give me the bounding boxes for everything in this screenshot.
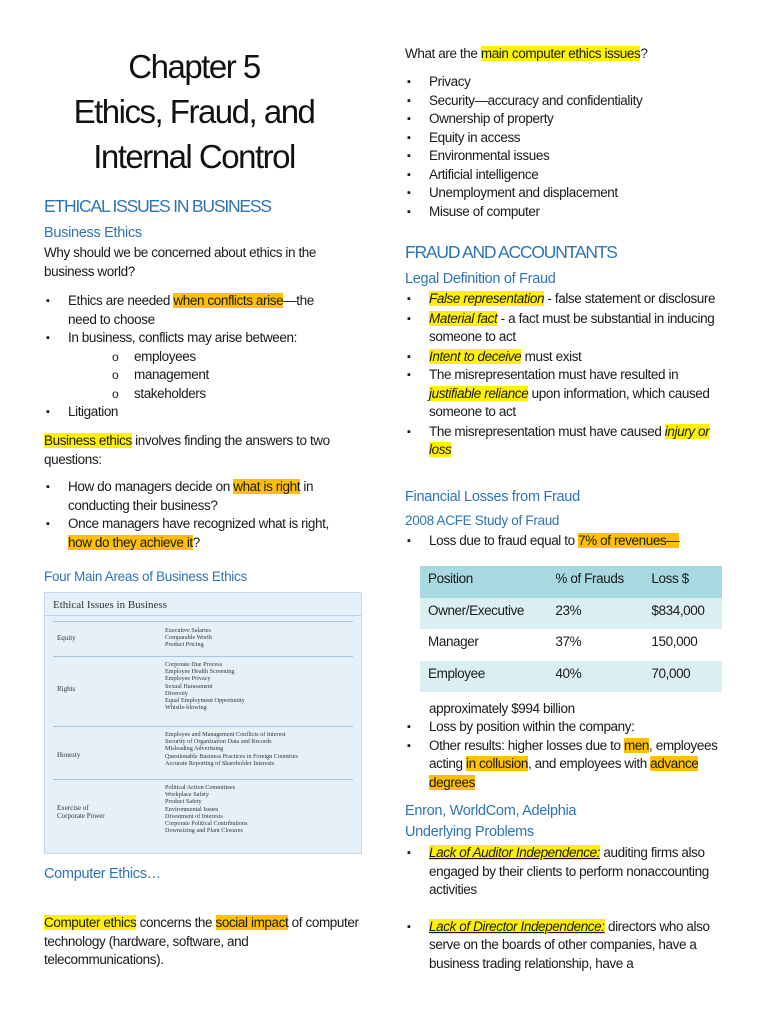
legal-definition-list: [405, 290, 725, 460]
highlight: men: [623, 737, 650, 753]
table-header-cell: % of Frauds: [547, 566, 643, 598]
subheading-enron: Enron, WorldCom, Adelphia: [405, 803, 577, 819]
list-item: ▪ Artificial intelligence: [405, 166, 735, 185]
list-item: ▪ How do managers decide on what is right in conducting their business?: [44, 478, 344, 515]
highlight: justifiable reliance: [429, 385, 529, 401]
table-header-row: [420, 566, 722, 598]
figure-row-items: Executive Salaries Comparable Worth Product Pricing: [165, 627, 212, 649]
highlight: Computer ethics: [44, 915, 137, 930]
table-cell: 150,000: [643, 629, 722, 661]
highlight: Lack of Director Independence:: [429, 918, 605, 934]
list-item: ▪ False representation - false statement or disclosure: [405, 290, 725, 309]
figure-row-equity: [53, 621, 353, 649]
loss-continuation: approximately $994 billion: [429, 701, 575, 716]
title-line-1: Chapter 5: [128, 48, 260, 85]
section-heading-ethical-issues: ETHICAL ISSUES IN BUSINESS: [44, 196, 271, 216]
list-item: ▪ Material fact - a fact must be substantial in inducing someone to act: [405, 310, 725, 347]
figure-row-category: Rights: [57, 685, 76, 693]
list-item: ▪ Equity in access: [405, 129, 735, 148]
subheading-underlying-problems: Underlying Problems: [405, 824, 534, 840]
computer-ethics-issues-list: [405, 73, 735, 221]
table-cell: 40%: [547, 661, 643, 693]
table-cell: Employee: [420, 661, 547, 693]
figure-header: Ethical Issues in Business: [45, 593, 361, 616]
figure-row-honesty: [53, 726, 353, 767]
list-item: ▪ Once managers have recognized what is right, how do they achieve it?: [44, 515, 344, 552]
question-line-1: Why should we be concerned about ethics in the: [44, 245, 317, 260]
sub-list-item: o stakeholders: [68, 385, 344, 404]
figure-row-category: Equity: [57, 634, 76, 642]
question-line-2: business world?: [44, 263, 135, 279]
table-row: [420, 598, 722, 630]
table-cell: Owner/Executive: [420, 598, 547, 630]
fraud-position-table: [420, 566, 722, 692]
sub-list-item: o employees: [68, 348, 344, 367]
questions-bullet-list: [44, 478, 344, 552]
list-item: ▪ The misrepresentation must have caused injury or loss: [405, 423, 725, 460]
list-item: ▪ In business, conflicts may arise between: o employees o management o stakeholders: [44, 329, 344, 403]
subheading-four-areas: Four Main Areas of Business Ethics: [44, 569, 247, 584]
table-cell: Manager: [420, 629, 547, 661]
highlight: Business ethics: [44, 433, 132, 448]
list-item: ▪ Loss by position within the company:: [405, 718, 735, 737]
subheading-financial-losses: Financial Losses from Fraud: [405, 489, 580, 505]
table-header-cell: Position: [420, 566, 547, 598]
figure-row-category: Exercise of Corporate Power: [57, 804, 105, 820]
list-item: ▪ Environmental issues: [405, 147, 735, 166]
title-line-3: Internal Control: [93, 138, 295, 175]
table-cell: 37%: [547, 629, 643, 661]
table-row: [420, 661, 722, 693]
figure-row-items: Employee and Management Conflicts of Interest Security of Organization Data and Records Misleading Advertising Questionable Business Practices in Foreign Countries Accurate Reporting of Shareholder Interests: [165, 731, 298, 767]
highlight: when conflicts arise: [173, 293, 284, 308]
highlight: main computer ethics issues: [480, 46, 641, 61]
underlying-problems-list: [405, 844, 730, 973]
subheading-acfe-study: 2008 ACFE Study of Fraud: [405, 513, 560, 528]
subheading-computer-ethics: Computer Ethics…: [44, 866, 161, 882]
list-item: ▪ The misrepresentation must have resulted in justifiable reliance upon information, which caused someone to act: [405, 366, 725, 422]
computer-ethics-paragraph: Computer ethics concerns the social impact of computer technology (hardware, software, and telecommunications).: [44, 915, 359, 967]
figure-row-category: Honesty: [57, 751, 81, 759]
highlight: Material fact: [429, 310, 498, 326]
highlight: advance degrees: [429, 756, 699, 790]
fraud-loss-list: [405, 532, 725, 551]
subheading-business-ethics: Business Ethics: [44, 225, 142, 241]
highlight: Intent to deceive: [429, 348, 522, 364]
section-heading-fraud: FRAUD AND ACCOUNTANTS: [405, 242, 617, 262]
fraud-results-list: [405, 718, 735, 792]
list-item: ▪ Litigation: [44, 403, 344, 422]
highlight: social impact: [215, 915, 289, 930]
highlight: in collusion: [465, 756, 528, 771]
highlight: Lack of Auditor Independence:: [429, 845, 601, 860]
table-cell: 23%: [547, 598, 643, 630]
table-cell: $834,000: [643, 598, 722, 630]
question-paragraph: [44, 244, 344, 281]
highlight: how do they achieve it: [68, 534, 193, 550]
table-cell: 70,000: [643, 661, 722, 693]
sub-list-item: o management: [68, 366, 344, 385]
figure-row-rights: [53, 656, 353, 712]
ethics-bullet-list: [44, 292, 344, 422]
title-line-2: Ethics, Fraud, and: [73, 93, 315, 130]
subheading-legal-definition: Legal Definition of Fraud: [405, 271, 556, 287]
list-item: ▪ Ethics are needed when conflicts arise—the need to choose: [44, 292, 344, 329]
highlight: what is right: [233, 479, 301, 494]
list-item: ▪ Loss due to fraud equal to 7% of revenues—: [405, 532, 725, 551]
ethical-issues-figure: [44, 592, 362, 854]
table-row: [420, 629, 722, 661]
table-header-cell: Loss $: [643, 566, 722, 598]
chapter-title: [44, 44, 344, 179]
list-item: ▪ Lack of Auditor Independence: auditing firms also engaged by their clients to perform nonaccounting activities: [405, 844, 730, 900]
list-item: ▪ Security—accuracy and confidentiality: [405, 92, 735, 111]
highlight: 7% of revenues—: [578, 533, 680, 548]
business-ethics-paragraph: Business ethics involves finding the answers to two questions:: [44, 433, 330, 467]
computer-ethics-question: What are the main computer ethics issues?: [405, 46, 648, 61]
highlight: False representation: [429, 291, 545, 306]
list-item: ▪ Misuse of computer: [405, 203, 735, 222]
list-item: ▪ Other results: higher losses due to men, employees acting in collusion, and employees with advance degrees: [405, 737, 735, 793]
figure-row-items: Political Action Committees Workplace Safety Product Safety Environmental Issues Divestment of Interests Corporate Political Contributions Downsizing and Plant Closures: [165, 784, 248, 835]
list-item: ▪ Ownership of property: [405, 110, 735, 129]
list-item: ▪ Privacy: [405, 73, 735, 92]
highlight: injury or loss: [429, 423, 710, 457]
sub-list: [68, 348, 344, 404]
figure-row-corporate-power: [53, 779, 353, 835]
list-item: ▪ Unemployment and displacement: [405, 184, 735, 203]
list-item: ▪ Intent to deceive must exist: [405, 348, 725, 367]
list-item: ▪ Lack of Director Independence: directors who also serve on the boards of other companies, have a business trading relationship, have a: [405, 918, 730, 974]
figure-row-items: Corporate Due Process Employee Health Screening Employee Privacy Sexual Harassment Diversity Equal Employment Opportunity Whistle-blowing: [165, 661, 245, 712]
